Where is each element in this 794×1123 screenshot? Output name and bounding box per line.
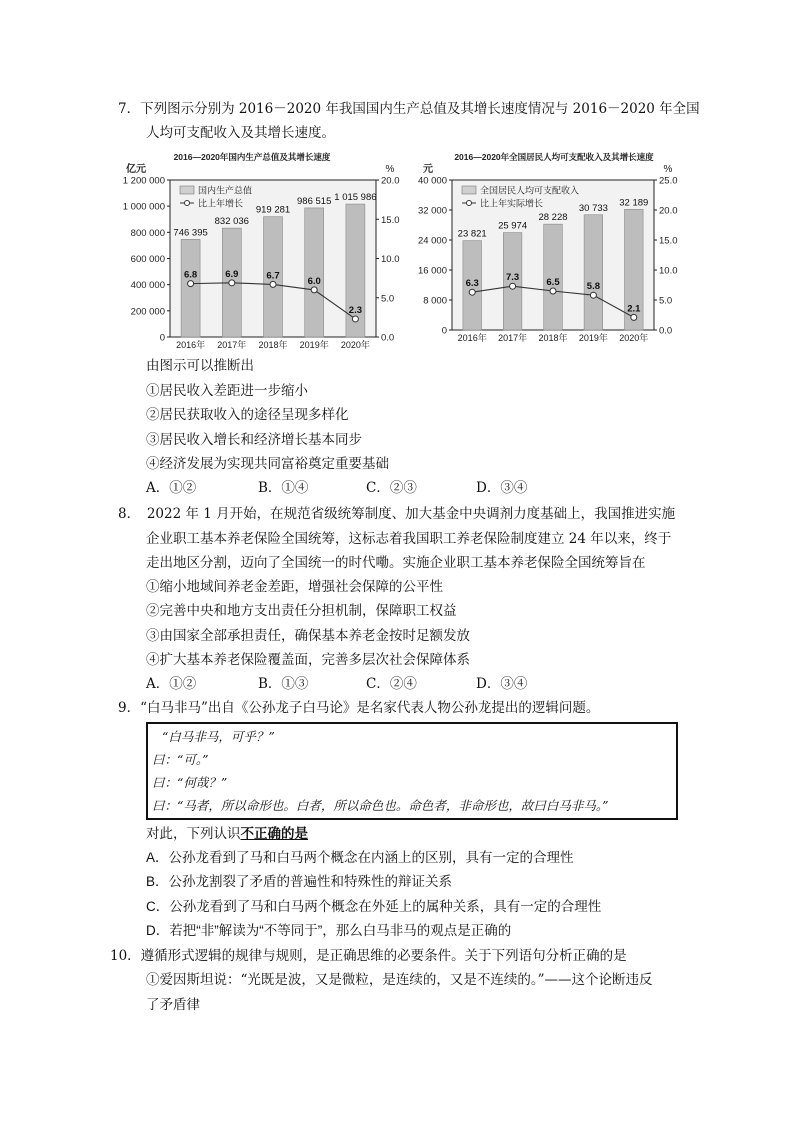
q7-option-3: ③居民收入增长和经济增长基本同步 xyxy=(146,432,362,448)
q8-option-1: ①缩小地域间养老金差距，增强社会保障的公平性 xyxy=(146,579,443,595)
legend-bar-label: 全国居民人均可支配收入 xyxy=(480,185,580,196)
q9-stem: 9．“白马非马”出自《公孙龙子白马论》是名家代表人物公孙龙提出的逻辑问题。 xyxy=(118,700,600,716)
growth-point xyxy=(590,292,596,298)
q8-option-4: ④扩大基本养老保险覆盖面，完善多层次社会保障体系 xyxy=(146,652,470,668)
growth-point xyxy=(631,314,637,320)
bar-value-label: 919 281 xyxy=(255,204,291,216)
q9-question-prefix: 对此，下列认识 xyxy=(146,826,241,842)
y-right-tick-label: 0.0 xyxy=(659,325,673,337)
y-right-tick-label: 0.0 xyxy=(381,332,395,344)
growth-point xyxy=(510,283,516,289)
q7-choice-b[interactable]: B．①④ xyxy=(258,480,309,496)
y-left-tick-label: 800 000 xyxy=(130,227,165,239)
growth-value-label: 6.7 xyxy=(266,270,280,282)
growth-value-label: 5.8 xyxy=(586,281,601,293)
q7-choice-d[interactable]: D．③④ xyxy=(476,480,528,496)
q8-option-3: ③由国家全部承担责任，确保基本养老金按时足额发放 xyxy=(146,628,470,644)
growth-point xyxy=(469,289,475,295)
y-right-tick-label: 25.0 xyxy=(659,175,678,187)
growth-value-label: 6.3 xyxy=(465,278,479,290)
q8-choice-b[interactable]: B．①③ xyxy=(258,676,309,692)
y-right-unit: % xyxy=(663,164,673,175)
q10-item1-line1: ①爱因斯坦说：“光既是波，又是微粒，是连续的，又是不连续的。”——这个论断违反 xyxy=(146,972,653,988)
bar-value-label: 1 015 986 xyxy=(334,192,377,204)
growth-point xyxy=(270,281,276,287)
y-right-tick-label: 15.0 xyxy=(659,235,678,247)
bar-value-label: 986 515 xyxy=(297,195,332,207)
bar-value-label: 832 036 xyxy=(214,216,249,228)
x-tick-label: 2020年 xyxy=(619,333,649,343)
y-left-tick-label: 24 000 xyxy=(417,235,447,247)
legend-bar-swatch xyxy=(180,186,194,194)
q7-choice-c[interactable]: C．②③ xyxy=(366,480,417,496)
y-right-tick-label: 10.0 xyxy=(659,265,678,277)
legend-line-label: 比上年实际增长 xyxy=(480,198,544,209)
q9-choice-c[interactable]: C．公孙龙看到了马和白马两个概念在外延上的属种关系，具有一定的合理性 xyxy=(146,899,602,914)
x-tick-label: 2016年 xyxy=(457,333,487,343)
y-right-tick-label: 10.0 xyxy=(381,254,400,265)
bar-value-label: 25 974 xyxy=(498,220,528,232)
x-tick-label: 2017年 xyxy=(498,333,528,343)
legend-line-marker xyxy=(185,201,190,206)
income-chart xyxy=(414,150,688,350)
legend-line-label: 比上年增长 xyxy=(198,198,244,209)
q7-inference: 由图示可以推断出 xyxy=(146,358,254,374)
y-right-tick-label: 5.0 xyxy=(381,293,395,305)
y-left-tick-label: 400 000 xyxy=(130,280,165,292)
growth-value-label: 6.0 xyxy=(307,275,321,287)
y-left-tick-label: 16 000 xyxy=(417,265,447,277)
q9-choice-a[interactable]: A．公孙龙看到了马和白马两个概念在内涵上的区别，具有一定的合理性 xyxy=(146,850,574,865)
x-tick-label: 2020年 xyxy=(340,340,370,350)
bar-value-label: 30 733 xyxy=(578,202,608,214)
q9-dialogue-box xyxy=(146,722,678,820)
y-left-tick-label: 8 000 xyxy=(423,295,447,307)
chart-title: 2016—2020年全国居民人均可支配收入及其增长速度 xyxy=(454,152,654,162)
x-tick-label: 2018年 xyxy=(258,340,288,350)
legend-bar-swatch xyxy=(462,186,476,194)
y-left-tick-label: 600 000 xyxy=(130,254,165,265)
y-left-tick-label: 1 200 000 xyxy=(122,175,165,187)
q8-stem-line2: 企业职工基本养老保险全国统筹，这标志着我国职工养老保险制度建立 24 年以来，终于 xyxy=(146,531,672,547)
growth-point xyxy=(229,280,235,286)
y-left-tick-label: 0 xyxy=(159,332,165,344)
q10-item1-line2: 了矛盾律 xyxy=(146,997,200,1013)
q7-option-2: ②居民获取收入的途径呈现多样化 xyxy=(146,407,349,423)
q9-box-line-2: 曰：“可。” xyxy=(152,752,209,767)
growth-value-label: 2.1 xyxy=(627,303,641,315)
q8-choice-c[interactable]: C．②④ xyxy=(366,676,417,692)
x-tick-label: 2019年 xyxy=(578,333,608,343)
growth-value-label: 7.3 xyxy=(505,272,520,284)
bar-value-label: 23 821 xyxy=(457,228,487,240)
bar xyxy=(584,215,603,330)
growth-value-label: 2.3 xyxy=(348,304,363,316)
growth-value-label: 6.5 xyxy=(546,277,560,288)
y-right-tick-label: 20.0 xyxy=(659,205,678,217)
q7-stem-line2: 人均可支配收入及其增长速度。 xyxy=(146,125,335,141)
bar-value-label: 32 189 xyxy=(619,197,649,209)
q9-box-line-4: 曰：“马者，所以命形也。白者，所以命色也。命色者，非命形也，故曰白马非马。” xyxy=(152,798,609,813)
q9-box-line-1: “白马非马，可乎？” xyxy=(162,729,275,744)
q8-choice-a[interactable]: A．①② xyxy=(146,676,197,692)
q8-stem-line1: 8． 2022 年 1 月开始，在规范省级统筹制度、加大基金中央调剂力度基础上，我国推进实施 xyxy=(118,506,676,522)
bar-value-label: 746 395 xyxy=(173,227,208,239)
y-right-tick-label: 15.0 xyxy=(381,214,400,226)
y-left-tick-label: 0 xyxy=(441,325,447,337)
x-tick-label: 2019年 xyxy=(299,340,329,350)
growth-point xyxy=(550,288,556,294)
y-left-unit: 元 xyxy=(423,164,433,175)
gdp-chart xyxy=(112,150,412,350)
y-right-tick-label: 20.0 xyxy=(381,175,400,187)
q8-choice-d[interactable]: D．③④ xyxy=(476,676,528,692)
y-left-tick-label: 40 000 xyxy=(417,175,447,187)
legend-bar-label: 国内生产总值 xyxy=(198,185,253,196)
y-left-tick-label: 200 000 xyxy=(130,306,165,318)
q7-option-1: ①居民收入差距进一步缩小 xyxy=(146,383,308,399)
y-right-unit: % xyxy=(385,164,395,175)
q10-stem: 10．遵循形式逻辑的规律与规则，是正确思维的必要条件。关于下列语句分析正确的是 xyxy=(110,948,627,964)
y-left-tick-label: 1 000 000 xyxy=(122,201,165,213)
x-tick-label: 2016年 xyxy=(176,340,206,350)
growth-point xyxy=(311,287,317,293)
bar-value-label: 28 228 xyxy=(538,212,568,224)
q9-choice-b[interactable]: B．公孙龙割裂了矛盾的普遍性和特殊性的辩证关系 xyxy=(146,874,453,889)
y-left-tick-label: 32 000 xyxy=(417,205,447,217)
q9-question xyxy=(146,824,308,844)
q9-box-line-3: 曰：“何哉？” xyxy=(152,775,228,790)
chart-title: 2016—2020年国内生产总值及其增长速度 xyxy=(173,152,331,162)
x-tick-label: 2017年 xyxy=(217,340,247,350)
y-right-tick-label: 5.0 xyxy=(659,295,673,307)
y-left-unit: 亿元 xyxy=(126,164,146,175)
growth-value-label: 6.9 xyxy=(225,268,239,280)
legend-line-marker xyxy=(467,201,472,206)
growth-point xyxy=(352,316,358,322)
x-tick-label: 2018年 xyxy=(538,333,568,343)
q7-choice-a[interactable]: A．①② xyxy=(146,480,197,496)
q7-option-4: ④经济发展为实现共同富裕奠定重要基础 xyxy=(146,456,389,472)
q8-option-2: ②完善中央和地方支出责任分担机制，保障职工权益 xyxy=(146,603,457,619)
q8-stem-line3: 走出地区分割，迈向了全国统一的时代嘞。实施企业职工基本养老保险全国统筹旨在 xyxy=(146,555,646,571)
q9-choice-d[interactable]: D．若把“非”解读为“不等同于”，那么白马非马的观点是正确的 xyxy=(146,923,512,938)
q7-stem-line1: 7．下列图示分别为 2016－2020 年我国国内生产总值及其增长速度情况与 2016－2020 年全国 xyxy=(118,101,700,117)
bar xyxy=(305,208,324,337)
growth-value-label: 6.8 xyxy=(183,269,198,281)
bar xyxy=(181,239,200,337)
q9-question-emphasis: 不正确的是 xyxy=(240,826,308,842)
growth-point xyxy=(188,281,194,287)
